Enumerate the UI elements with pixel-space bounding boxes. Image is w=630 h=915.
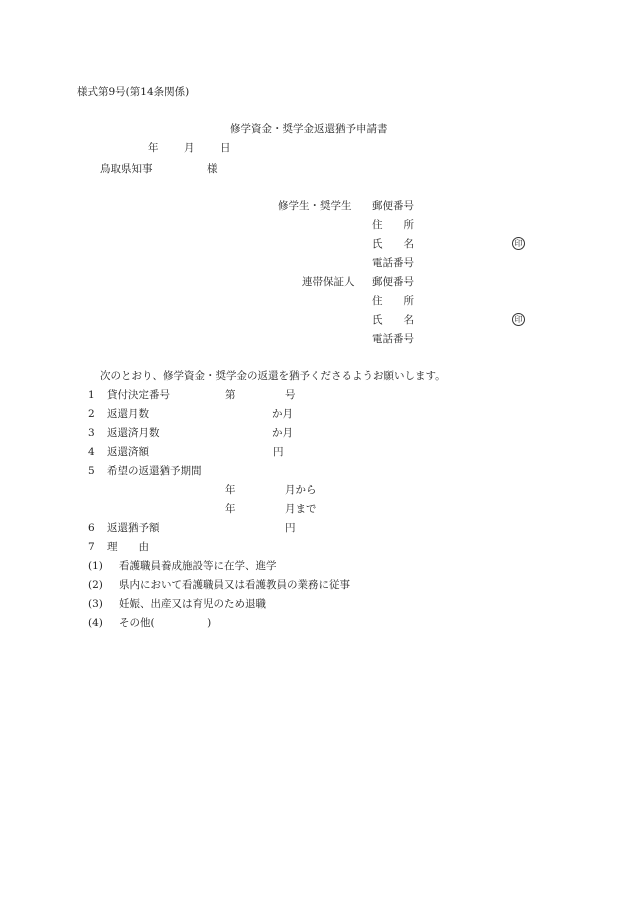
item-1-num: 1 [88, 389, 95, 401]
item-3-label: 返還済月数 [107, 427, 160, 439]
item-5-from-year: 年 [225, 484, 236, 496]
guarantor-phone-label: 電話番号 [372, 333, 414, 345]
document-title: 修学資金・奨学金返還猶予申請書 [230, 123, 388, 135]
item-5-from-month: 月から [285, 484, 317, 496]
guarantor-address-label: 住 所 [372, 295, 414, 307]
addressee-honorific: 様 [207, 163, 218, 175]
item-4-num: 4 [88, 446, 95, 458]
date-day: 日 [220, 142, 231, 154]
item-5-to-year: 年 [225, 503, 236, 515]
item-2-num: 2 [88, 408, 95, 420]
date-year: 年 [148, 142, 159, 154]
student-postal-label: 郵便番号 [372, 200, 414, 212]
item-6-num: 6 [88, 522, 95, 534]
student-name-label: 氏 名 [372, 238, 414, 250]
date-month: 月 [184, 142, 195, 154]
item-4-label: 返還済額 [107, 446, 149, 458]
reason-2-text: 県内において看護職員又は看護教員の業務に従事 [119, 579, 350, 591]
reason-3-text: 妊娠、出産又は育児のため退職 [119, 598, 266, 610]
item-1-prefix: 第 [225, 389, 236, 401]
student-phone-label: 電話番号 [372, 257, 414, 269]
reason-4-text: その他( ) [119, 617, 212, 629]
item-5-to-month: 月まで [285, 503, 317, 515]
reason-4-num: (4) [88, 617, 103, 629]
addressee-name: 鳥取県知事 [100, 163, 153, 175]
item-6-label: 返還猶予額 [107, 522, 160, 534]
guarantor-seal-icon: 印 [512, 313, 525, 326]
reason-1-text: 看護職員養成施設等に在学、進学 [119, 560, 277, 572]
item-7-num: 7 [88, 541, 95, 553]
reason-1-num: (1) [88, 560, 103, 572]
item-3-num: 3 [88, 427, 95, 439]
form-label: 様式第9号(第14条関係) [77, 86, 190, 98]
item-2-label: 返還月数 [107, 408, 149, 420]
student-seal-icon: 印 [512, 237, 525, 250]
student-address-label: 住 所 [372, 219, 414, 231]
item-5-num: 5 [88, 465, 95, 477]
reason-2-num: (2) [88, 579, 103, 591]
item-1-label: 貸付決定番号 [107, 389, 170, 401]
item-6-unit: 円 [285, 522, 296, 534]
student-role: 修学生・奨学生 [278, 200, 352, 212]
item-1-unit: 号 [285, 389, 296, 401]
item-2-unit: か月 [272, 408, 293, 420]
guarantor-postal-label: 郵便番号 [372, 276, 414, 288]
intro-text: 次のとおり、修学資金・奨学金の返還を猶予くださるようお願いします。 [100, 370, 446, 382]
reason-3-num: (3) [88, 598, 103, 610]
item-3-unit: か月 [272, 427, 293, 439]
guarantor-role: 連帯保証人 [302, 276, 355, 288]
item-5-label: 希望の返還猶予期間 [107, 465, 202, 477]
item-4-unit: 円 [273, 446, 284, 458]
item-7-label: 理 由 [107, 541, 149, 553]
guarantor-name-label: 氏 名 [372, 314, 414, 326]
